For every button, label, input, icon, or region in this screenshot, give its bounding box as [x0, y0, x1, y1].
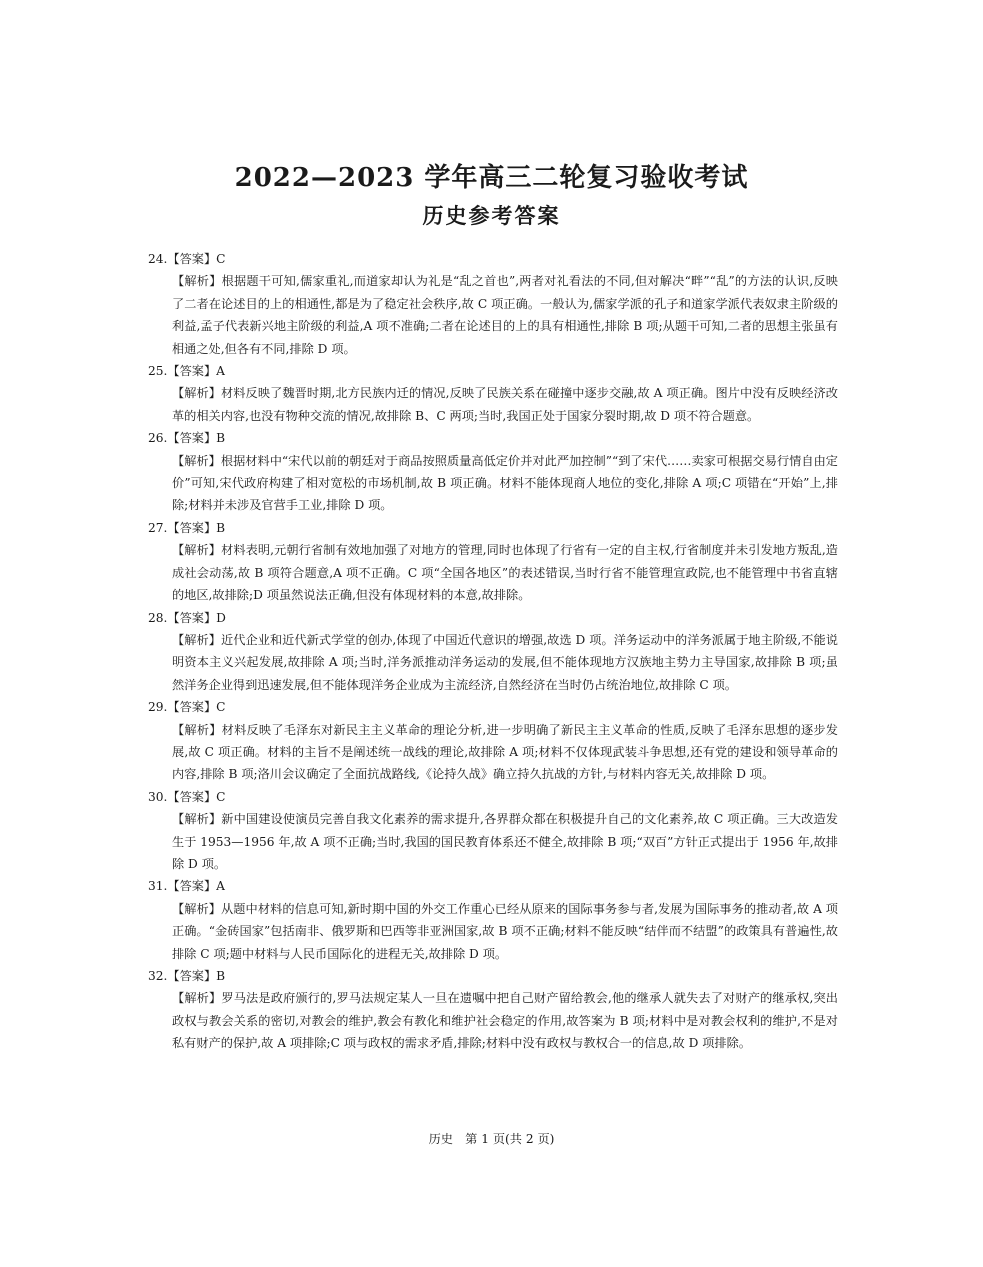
answer-line: 25.【答案】A	[148, 364, 225, 379]
page-footer: 历史 第 1 页(共 2 页)	[428, 1132, 555, 1146]
question-28	[148, 607, 838, 697]
question-29	[148, 696, 838, 786]
question-27	[148, 517, 838, 607]
explanation-text: 【解析】近代企业和近代新式学堂的创办,体现了中国近代意识的增强,故选 D 项。洋务运动中的洋务派属于地主阶级,不能说明资本主义兴起发展,故排除 A 项;当时,洋务派推动洋务运动的发展,但不能体现地方汉族地主势力主导国家,故排除 B 项;虽然洋务企业得到迅速发展,但不能体现洋务企业成为主流经济,自然经济在当时仍占统治地位,故排除 C 项。	[172, 632, 838, 692]
explanation-text: 【解析】材料反映了魏晋时期,北方民族内迁的情况,反映了民族关系在碰撞中逐步交融,故 A 项正确。图片中没有反映经济改革的相关内容,也没有物种交流的情况,故排除 B、C 两项;当时,我国正处于国家分裂时期,故 D 项不符合题意。	[172, 386, 838, 423]
answer-line: 28.【答案】D	[148, 610, 226, 625]
answer-line: 26.【答案】B	[148, 431, 226, 446]
answer-line: 24.【答案】C	[148, 252, 226, 266]
explanation-text: 【解析】罗马法是政府颁行的,罗马法规定某人一旦在遗嘱中把自己财产留给教会,他的继承人就失去了对财产的继承权,突出政权与教会关系的密切,对教会的维护,教会有教化和维护社会稳定的作用,故答案为 B 项;材料中是对教会权利的维护,不是对私有财产的保护,故 A 项排除;C 项与政权的需求矛盾,排除;材料中没有政权与教权合一的信息,故 D 项排除。	[172, 991, 838, 1051]
answer-line: 32.【答案】B	[148, 969, 226, 983]
question-31	[148, 875, 838, 965]
answer-list	[148, 248, 838, 1055]
question-24	[148, 248, 838, 360]
answer-line: 29.【答案】C	[148, 700, 226, 715]
explanation-text: 【解析】根据材料中“宋代以前的朝廷对于商品按照质量高低定价并对此严加控制”“到了宋代……卖家可根据交易行情自由定价”可知,宋代政府构建了相对宽松的市场机制,故 B 项正确。材料不能体现商人地位的变化,排除 A 项;C 项错在“开始”上,排除;材料并未涉及官营手工业,排除 D 项。	[172, 453, 838, 513]
answer-key-title: 历史参考答案	[422, 203, 561, 228]
question-30	[148, 786, 838, 876]
answer-line: 31.【答案】A	[148, 879, 225, 894]
question-25	[148, 360, 838, 427]
question-32	[148, 965, 838, 1055]
question-26	[148, 427, 838, 517]
explanation-text: 【解析】新中国建设使演员完善自我文化素养的需求提升,各界群众都在积极提升自己的文化素养,故 C 项正确。三大改造发生于 1953—1956 年,故 A 项不正确;当时,我国的国民教育体系还不健全,故排除 B 项;“双百”方针正式提出于 1956 年,故排除 D 项。	[172, 812, 838, 871]
explanation-text: 【解析】根据题干可知,儒家重礼,而道家却认为礼是“乱之首也”,两者对礼看法的不同,但对解决“畔”“乱”的方法的认识,反映了二者在论述目的上的相通性,都是为了稳定社会秩序,故 C 项正确。一般认为,儒家学派的孔子和道家学派代表奴隶主阶级的利益,孟子代表新兴地主阶级的利益,A 项不准确;二者在论述目的上的具有相通性,排除 B 项;从题干可知,二者的思想主张虽有相通之处,但各有不同,排除 D 项。	[172, 274, 838, 356]
explanation-text: 【解析】材料反映了毛泽东对新民主主义革命的理论分析,进一步明确了新民主主义革命的性质,反映了毛泽东思想的逐步发展,故 C 项正确。材料的主旨不是阐述统一战线的理论,故排除 A 项;材料不仅体现武装斗争思想,还有党的建设和领导革命的内容,排除 B 项;洛川会议确定了全面抗战路线,《论持久战》确立持久抗战的方针,与材料内容无关,故排除 D 项。	[172, 722, 838, 782]
answer-line: 30.【答案】C	[148, 789, 226, 804]
explanation-text: 【解析】从题中材料的信息可知,新时期中国的外交工作重心已经从原来的国际事务参与者,发展为国际事务的推动者,故 A 项正确。“金砖国家”包括南非、俄罗斯和巴西等非亚洲国家,故 B 项不正确;材料不能反映“结伴而不结盟”的政策具有普遍性,故排除 C 项;题中材料与人民币国际化的进程无关,故排除 D 项。	[172, 901, 838, 961]
exam-title: 2022—2023 学年高三二轮复习验收考试	[234, 163, 749, 193]
answer-line: 27.【答案】B	[148, 520, 226, 535]
explanation-text: 【解析】材料表明,元朝行省制有效地加强了对地方的管理,同时也体现了行省有一定的自主权,行省制度并未引发地方叛乱,造成社会动荡,故 B 项符合题意,A 项不正确。C 项“全国各地区”的表述错误,当时行省不能管理宣政院,也不能管理中书省直辖的地区,故排除;D 项虽然说法正确,但没有体现材料的本意,故排除。	[172, 543, 838, 603]
